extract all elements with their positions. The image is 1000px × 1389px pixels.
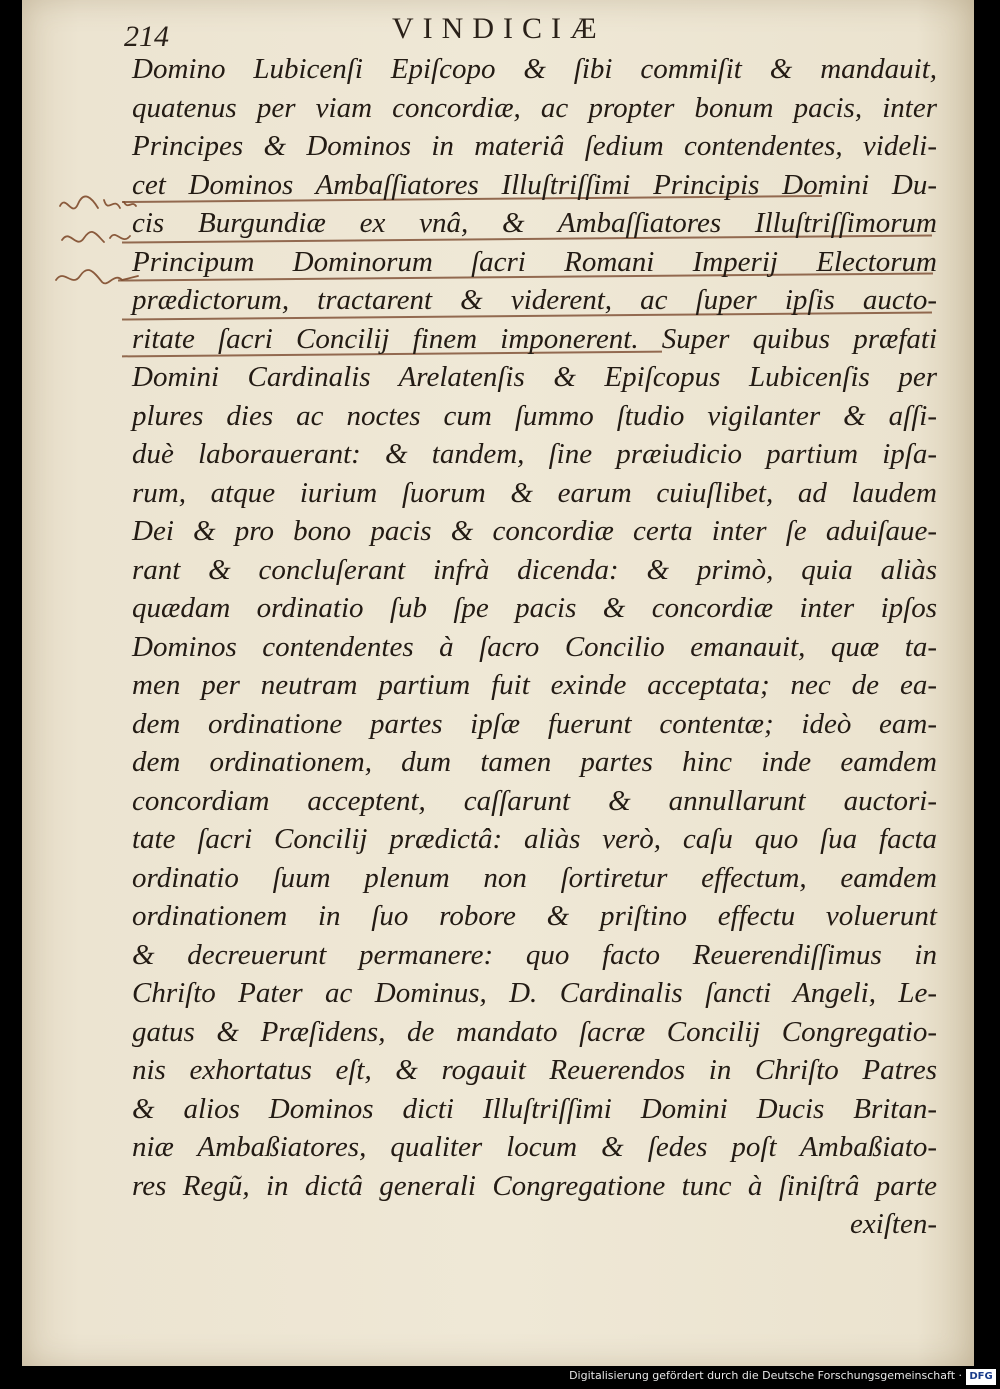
page-header: [22, 8, 974, 53]
text-line: & alios Dominos dicti Illuſtriſſimi Domini Ducis Britan-: [132, 1092, 937, 1125]
text-line: concordiam acceptent, caſſarunt & annullarunt auctori-: [132, 784, 937, 817]
text-line: nis exhortatus eſt, & rogauit Reuerendos in Chriſto Patres: [132, 1054, 937, 1086]
text-line: Dei & pro bono pacis & concordiæ certa inter ſe aduiſaue-: [132, 515, 937, 547]
text-line: tate ſacri Concilij prædictâ: aliàs verò, caſu quo ſua facta: [132, 823, 937, 855]
text-line: dem ordinationem, dum tamen partes hinc inde eamdem: [132, 746, 937, 778]
text-line: & decreuerunt permanere: quo facto Reuerendiſſimus in: [132, 938, 937, 971]
text-line: plures dies ac noctes cum ſummo ſtudio vigilanter & aſſi-: [132, 399, 937, 432]
text-line: Principes & Dominos in materiâ ſedium contendentes, videli-: [132, 130, 937, 162]
text-line: Domino Lubicenſi Epiſcopo & ſibi commiſit & mandauit,: [132, 53, 937, 85]
text-line: prædictorum, tractarent & viderent, ac ſuper ipſis aucto-: [132, 284, 937, 316]
text-line: dem ordinatione partes ipſæ fuerunt contentæ; ideò eam-: [132, 707, 937, 740]
text-line: Domini Cardinalis Arelatenſis & Epiſcopus Lubicenſis per: [132, 361, 937, 393]
text-line: ordinatio ſuum plenum non ſortiretur effectum, eamdem: [132, 861, 937, 894]
text-line: niæ Ambaßiatores, qualiter locum & ſedes poſt Ambaßiato-: [132, 1131, 937, 1163]
text-line: rant & concluſerant infrà dicenda: & primò, quia aliàs: [132, 553, 937, 586]
digitization-footer: [0, 1366, 1000, 1389]
text-line: res Regũ, in dictâ generali Congregatione tunc à ſiniſtrâ parte: [132, 1169, 937, 1202]
text-line: Dominos contendentes à ſacro Concilio emanauit, quæ ta-: [132, 630, 937, 663]
text-line: men per neutram partium fuit exinde acceptata; nec de ea-: [132, 669, 937, 701]
dfg-logo: DFG: [966, 1369, 996, 1385]
handwritten-scribble-icon: [52, 188, 142, 308]
running-head: VINDICIÆ: [392, 12, 606, 45]
page-number: 214: [124, 20, 169, 53]
text-line: cet Dominos Ambaſſiatores Illuſtriſſimi Principis Domini Du-: [132, 168, 937, 201]
book-page: [22, 0, 974, 1366]
text-line: duè laborauerant: & tandem, ſine præiudicio partium ipſa-: [132, 438, 937, 470]
text-line: quatenus per viam concordiæ, ac propter bonum pacis, inter: [132, 91, 937, 124]
text-line: gatus & Præſidens, de mandato ſacræ Concilij Congregatio-: [132, 1015, 937, 1048]
handwritten-margin-note: [52, 188, 142, 308]
text-line: cis Burgundiæ ex vnâ, & Ambaſſiatores Illuſtriſſimorum: [132, 207, 937, 239]
text-line: ordinationem in ſuo robore & priſtino effectu voluerunt: [132, 900, 937, 932]
body-text: [132, 50, 937, 1244]
text-line: rum, atque iurium ſuorum & earum cuiuſlibet, ad laudem: [132, 476, 937, 509]
text-line: Chriſto Pater ac Dominus, D. Cardinalis ſancti Angeli, Le-: [132, 977, 937, 1009]
text-line: quædam ordinatio ſub ſpe pacis & concordiæ inter ipſos: [132, 592, 937, 624]
text-line: Principum Dominorum ſacri Romani Imperij Electorum: [132, 245, 937, 278]
text-line: exiſten-: [850, 1208, 937, 1240]
footer-credit: Digitalisierung gefördert durch die Deutsche Forschungsgemeinschaft ·: [569, 1369, 962, 1382]
text-line: ritate ſacri Concilij finem imponerent. Super quibus præfati: [132, 322, 937, 355]
